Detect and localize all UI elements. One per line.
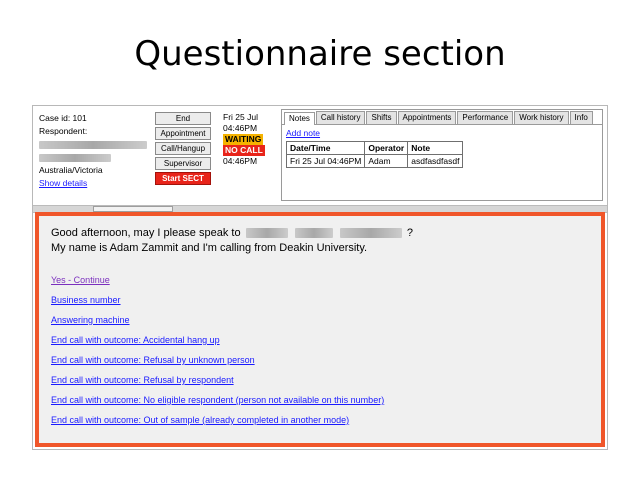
table-header-row [287, 142, 463, 155]
script-intro-line: My name is Adam Zammit and I'm calling from Deakin University. [51, 242, 368, 254]
tab-work-history[interactable]: Work history [514, 111, 568, 124]
cell-note: asdfasdfasdf [408, 155, 463, 168]
respondent-phone-redacted [39, 151, 154, 164]
top-panel [33, 106, 607, 204]
case-location: Australia/Victoria [39, 165, 103, 175]
respondent-label: Respondent: [39, 126, 88, 136]
status-badge-waiting: WAITING [225, 134, 262, 144]
column-header-note: Note [408, 142, 463, 155]
start-sect-button[interactable]: Start SECT [155, 172, 211, 185]
tab-info[interactable]: Info [570, 111, 593, 124]
tab-call-history[interactable]: Call history [316, 111, 366, 124]
cell-operator: Adam [365, 155, 408, 168]
tab-shifts[interactable]: Shifts [366, 111, 396, 124]
table-row[interactable] [287, 155, 463, 168]
add-note-link[interactable]: Add note [286, 128, 321, 138]
option-refusal-respondent[interactable]: End call with outcome: Refusal by respondent [51, 375, 234, 385]
option-accidental-hangup[interactable]: End call with outcome: Accidental hang up [51, 335, 220, 345]
page-title: Questionnaire section [134, 34, 506, 74]
option-no-eligible-respondent[interactable]: End call with outcome: No eligible respondent (person not available on this number) [51, 395, 385, 405]
show-details-link[interactable]: Show details [39, 178, 88, 188]
tab-notes[interactable]: Notes [284, 112, 315, 125]
tab-appointments[interactable]: Appointments [398, 111, 457, 124]
supervisor-button[interactable]: Supervisor [155, 157, 211, 170]
column-header-datetime: Date/Time [287, 142, 365, 155]
redaction-bar [340, 228, 402, 238]
notes-panel [281, 109, 603, 201]
action-button-group [155, 112, 217, 187]
appointment-button[interactable]: Appointment [155, 127, 211, 140]
secondary-time: 04:46PM [223, 156, 258, 166]
script-greeting-line [51, 226, 589, 241]
option-business-number[interactable]: Business number [51, 295, 121, 305]
status-column [223, 112, 275, 167]
redaction-bar [39, 154, 111, 162]
case-info-block [39, 112, 154, 190]
redaction-bar [246, 228, 288, 238]
script-greeting-suffix: ? [406, 227, 413, 239]
application-screenshot [32, 105, 608, 450]
current-time: 04:46PM [223, 123, 258, 133]
script-option-links [51, 270, 589, 430]
tab-strip [282, 110, 602, 125]
script-greeting-text: Good afternoon, may I please speak to [51, 227, 241, 239]
cell-datetime: Fri 25 Jul 04:46PM [287, 155, 365, 168]
case-id-label: Case id: 101 [39, 113, 87, 123]
status-badge-nocall: NO CALL [225, 145, 263, 155]
notes-table [286, 141, 463, 168]
redaction-bar [39, 141, 147, 149]
option-answering-machine[interactable]: Answering machine [51, 315, 130, 325]
option-out-of-sample[interactable]: End call with outcome: Out of sample (already completed in another mode) [51, 415, 350, 425]
call-hangup-button[interactable]: Call/Hangup [155, 142, 211, 155]
option-refusal-unknown-person[interactable]: End call with outcome: Refusal by unknown person [51, 355, 255, 365]
tab-performance[interactable]: Performance [457, 111, 513, 124]
column-header-operator: Operator [365, 142, 408, 155]
current-date: Fri 25 Jul [223, 112, 258, 122]
option-yes-continue[interactable]: Yes - Continue [51, 275, 110, 285]
questionnaire-script-area [35, 212, 605, 447]
respondent-name-redacted [39, 138, 154, 151]
end-button[interactable]: End [155, 112, 211, 125]
redaction-bar [295, 228, 333, 238]
